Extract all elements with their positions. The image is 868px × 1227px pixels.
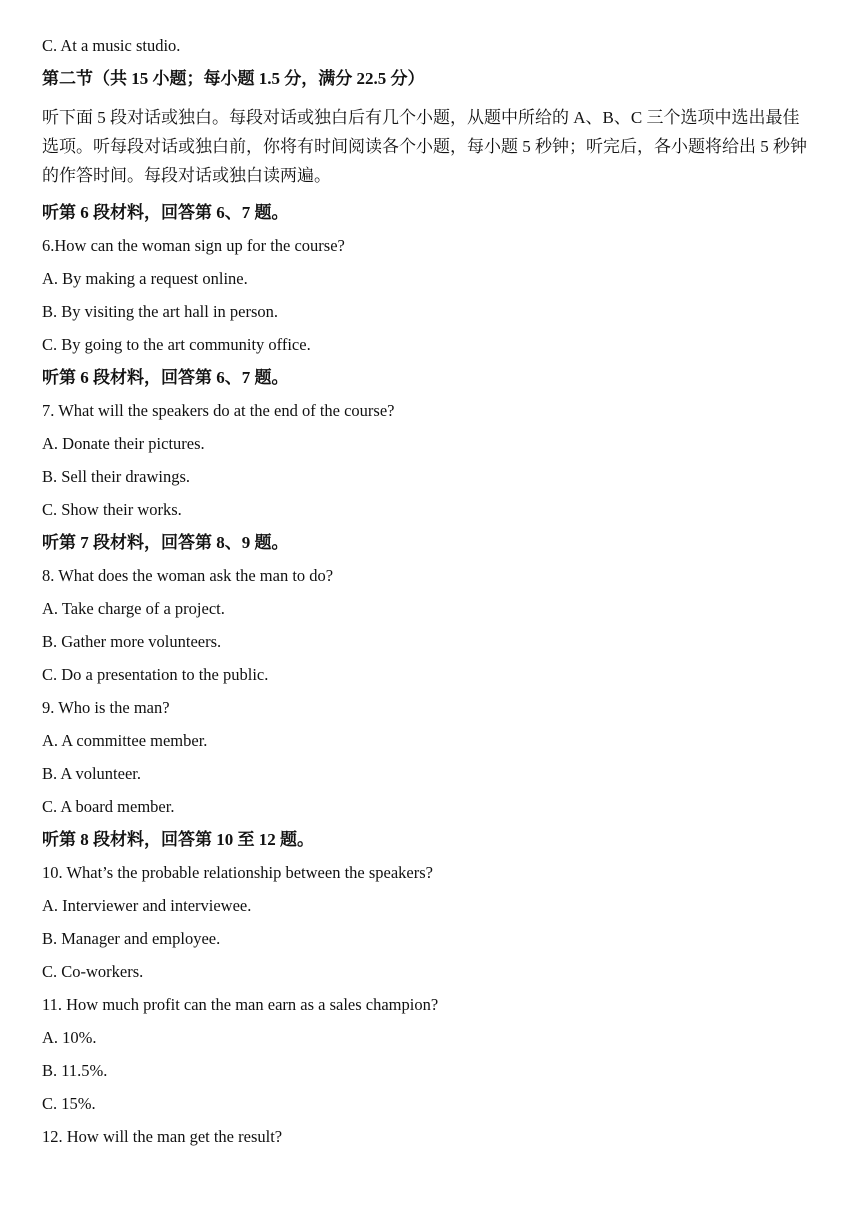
answer-option: A. Take charge of a project. xyxy=(42,599,225,618)
exam-page xyxy=(42,36,832,1160)
group-heading: 听第 6 段材料，回答第 6、7 题。 xyxy=(42,203,289,222)
group-heading: 听第 7 段材料，回答第 8、9 题。 xyxy=(42,533,289,552)
spacer xyxy=(42,916,832,929)
spacer xyxy=(42,586,832,599)
answer-option: B. Manager and employee. xyxy=(42,929,221,948)
group-heading: 听第 6 段材料，回答第 6、7 题。 xyxy=(42,368,289,387)
section-instructions xyxy=(42,103,832,190)
spacer xyxy=(42,190,832,203)
answer-option: B. Sell their drawings. xyxy=(42,467,191,486)
spacer xyxy=(42,1114,832,1127)
instruction-line: 的作答时间。每段对话或独白读两遍。 xyxy=(42,166,331,185)
spacer xyxy=(42,751,832,764)
spacer xyxy=(42,817,832,830)
spacer xyxy=(42,718,832,731)
question-stem: 9. Who is the man? xyxy=(42,698,170,717)
spacer xyxy=(42,487,832,500)
answer-option: A. Donate their pictures. xyxy=(42,434,205,453)
question-stem: 8. What does the woman ask the man to do? xyxy=(42,566,334,585)
spacer xyxy=(42,454,832,467)
answer-option: B. Gather more volunteers. xyxy=(42,632,222,651)
spacer xyxy=(42,520,832,533)
spacer xyxy=(42,883,832,896)
instruction-line: 选项。听每段对话或独白前，你将有时间阅读各个小题，每小题 5 秒钟；听完后，各小题将给出 5 秒钟 xyxy=(42,137,807,156)
spacer xyxy=(42,553,832,566)
answer-option: B. 11.5%. xyxy=(42,1061,108,1080)
spacer xyxy=(42,1081,832,1094)
spacer xyxy=(42,1048,832,1061)
answer-option: A. By making a request online. xyxy=(42,269,248,288)
spacer xyxy=(42,322,832,335)
answer-option: A. Interviewer and interviewee. xyxy=(42,896,252,915)
answer-option: B. By visiting the art hall in person. xyxy=(42,302,279,321)
spacer xyxy=(42,652,832,665)
instruction-line: 听下面 5 段对话或独白。每段对话或独白后有几个小题，从题中所给的 A、B、C 三个选项中选出最佳 xyxy=(42,108,800,127)
spacer xyxy=(42,685,832,698)
group-heading: 听第 8 段材料，回答第 10 至 12 题。 xyxy=(42,830,314,849)
spacer xyxy=(42,784,832,797)
spacer xyxy=(42,1147,832,1160)
question-stem: 6.How can the woman sign up for the course? xyxy=(42,236,345,255)
spacer xyxy=(42,388,832,401)
spacer xyxy=(42,421,832,434)
question-stem: 7. What will the speakers do at the end of the course? xyxy=(42,401,395,420)
question-stem: 10. What’s the probable relationship between the speakers? xyxy=(42,863,433,882)
question-stem: 12. How will the man get the result? xyxy=(42,1127,283,1146)
answer-option: C. By going to the art community office. xyxy=(42,335,311,354)
spacer xyxy=(42,1015,832,1028)
answer-option: C. Do a presentation to the public. xyxy=(42,665,269,684)
question-stem: 11. How much profit can the man earn as a sales champion? xyxy=(42,995,439,1014)
section-title: 第二节（共 15 小题；每小题 1.5 分，满分 22.5 分） xyxy=(42,69,425,88)
option-line: C. At a music studio. xyxy=(42,36,181,55)
answer-option: C. Show their works. xyxy=(42,500,182,519)
answer-option: C. A board member. xyxy=(42,797,175,816)
answer-option: C. 15%. xyxy=(42,1094,96,1113)
answer-option: A. 10%. xyxy=(42,1028,97,1047)
spacer xyxy=(42,289,832,302)
spacer xyxy=(42,223,832,236)
answer-option: A. A committee member. xyxy=(42,731,208,750)
spacer xyxy=(42,56,832,69)
spacer xyxy=(42,355,832,368)
spacer xyxy=(42,949,832,962)
answer-option: C. Co-workers. xyxy=(42,962,144,981)
spacer xyxy=(42,982,832,995)
spacer xyxy=(42,256,832,269)
spacer xyxy=(42,850,832,863)
answer-option: B. A volunteer. xyxy=(42,764,141,783)
spacer xyxy=(42,619,832,632)
question-groups xyxy=(42,203,832,1160)
